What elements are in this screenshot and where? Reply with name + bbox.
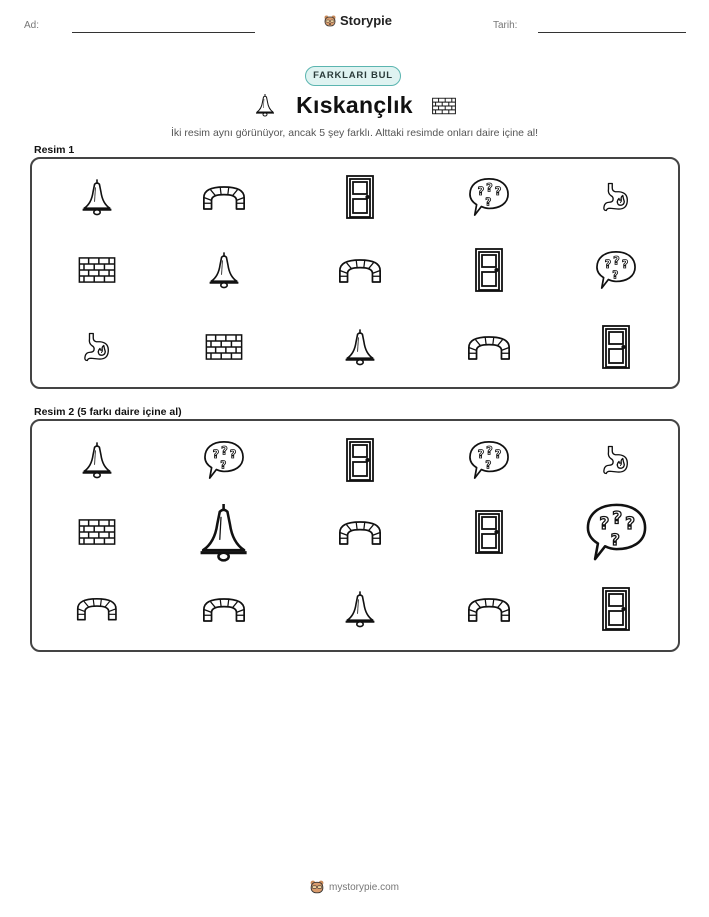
picture2-label: Resim 2 (5 farkı daire içine al) [34,406,182,418]
brand-logo [324,13,392,28]
question-bubble-icon[interactable] [585,502,648,562]
stone-arch-icon [337,257,383,284]
door-icon[interactable] [346,438,374,482]
bear-logo-icon [310,880,324,894]
title-bell-icon [255,92,275,118]
stone-arch-icon[interactable] [337,519,383,546]
question-bubble-icon [468,177,510,217]
stone-arch-icon [466,334,512,361]
brick-wall-icon[interactable] [78,519,116,545]
stone-arch-icon[interactable] [201,596,247,623]
date-line[interactable] [538,32,686,33]
door-icon[interactable] [602,587,630,631]
bell-icon [208,248,240,292]
name-label: Ad: [24,20,40,31]
door-icon[interactable] [475,510,503,554]
question-bubble-icon[interactable] [468,440,510,480]
instructions: İki resim aynı görünüyor, ancak 5 şey farklı. Alttaki resimde onları daire içine al! [170,127,539,139]
date-label: Tarih: [493,20,518,31]
question-bubble-icon[interactable] [203,440,245,480]
name-line[interactable] [72,32,255,33]
activity-badge: FARKLARI BUL [305,66,401,86]
bell-icon[interactable] [198,497,249,567]
stomach-icon [601,182,631,212]
footer-url[interactable]: mystorypie.com [328,881,399,893]
stomach-icon[interactable] [601,445,631,475]
page-title: Kıskançlık [296,92,413,118]
bell-icon [344,325,376,369]
footer [0,880,709,894]
stone-arch-icon[interactable] [466,596,512,623]
stomach-icon [82,332,112,362]
stone-arch-icon [201,184,247,211]
bell-icon [81,175,113,219]
door-icon [602,325,630,369]
brick-wall-icon [205,334,243,360]
brand-name: Storypie [340,13,393,28]
brick-wall-icon [78,257,116,283]
door-icon [346,175,374,219]
title-brick-wall-icon [432,97,456,115]
door-icon [475,248,503,292]
bell-icon[interactable] [81,438,113,482]
bell-icon[interactable] [344,587,376,631]
question-bubble-icon [595,250,637,290]
bear-logo-icon [324,15,336,27]
picture1-label: Resim 1 [34,144,75,156]
stone-arch-icon[interactable] [75,596,119,622]
